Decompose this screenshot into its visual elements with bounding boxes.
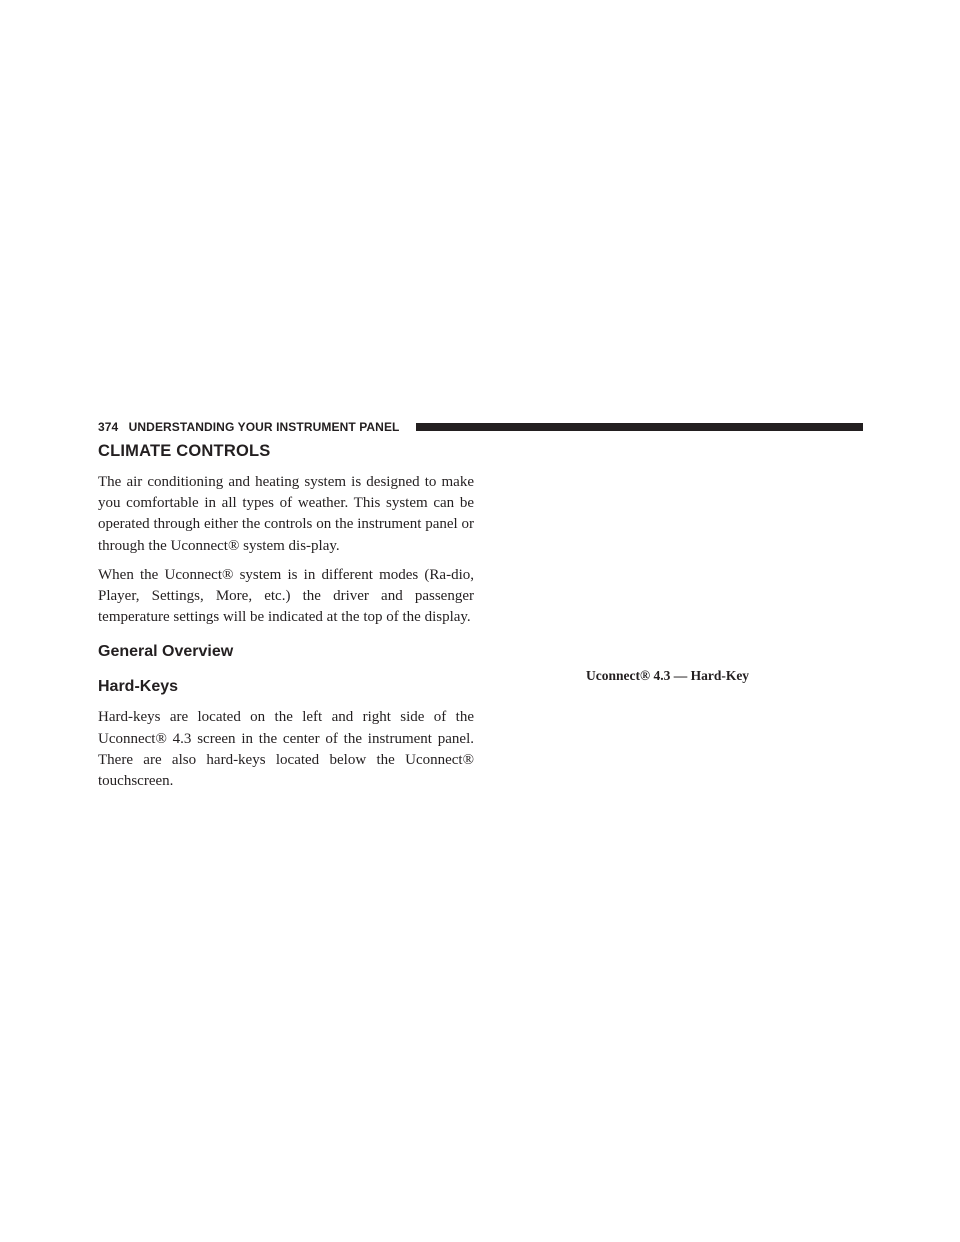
main-column — [98, 440, 474, 800]
header-rule — [416, 423, 863, 431]
running-title: UNDERSTANDING YOUR INSTRUMENT PANEL — [128, 420, 400, 434]
paragraph-intro: The air conditioning and heating system is designed to make you comfortable in all types of weather. This system can be operated through either the controls on the instrument panel or through the Uconnect® system dis-play. — [98, 474, 474, 554]
page-number: 374 — [98, 420, 119, 434]
figure-caption: Uconnect® 4.3 — Hard-Key — [586, 668, 750, 683]
section-title: CLIMATE CONTROLS — [98, 442, 271, 460]
page-header — [98, 419, 863, 435]
page-number-title — [98, 419, 399, 435]
subheading-general-overview: General Overview — [98, 643, 234, 661]
paragraph-hard-keys: Hard-keys are located on the left and right side of the Uconnect® 4.3 screen in the center of the instrument panel. There are also hard-keys located below the Uconnect® touchscreen. — [98, 709, 474, 790]
paragraph-modes: When the Uconnect® system is in different modes (Ra-dio, Player, Settings, More, etc.) the driver and passenger temperature settings will be indicated at the top of the display. — [98, 566, 474, 626]
subheading-hard-keys: Hard-Keys — [98, 678, 179, 696]
